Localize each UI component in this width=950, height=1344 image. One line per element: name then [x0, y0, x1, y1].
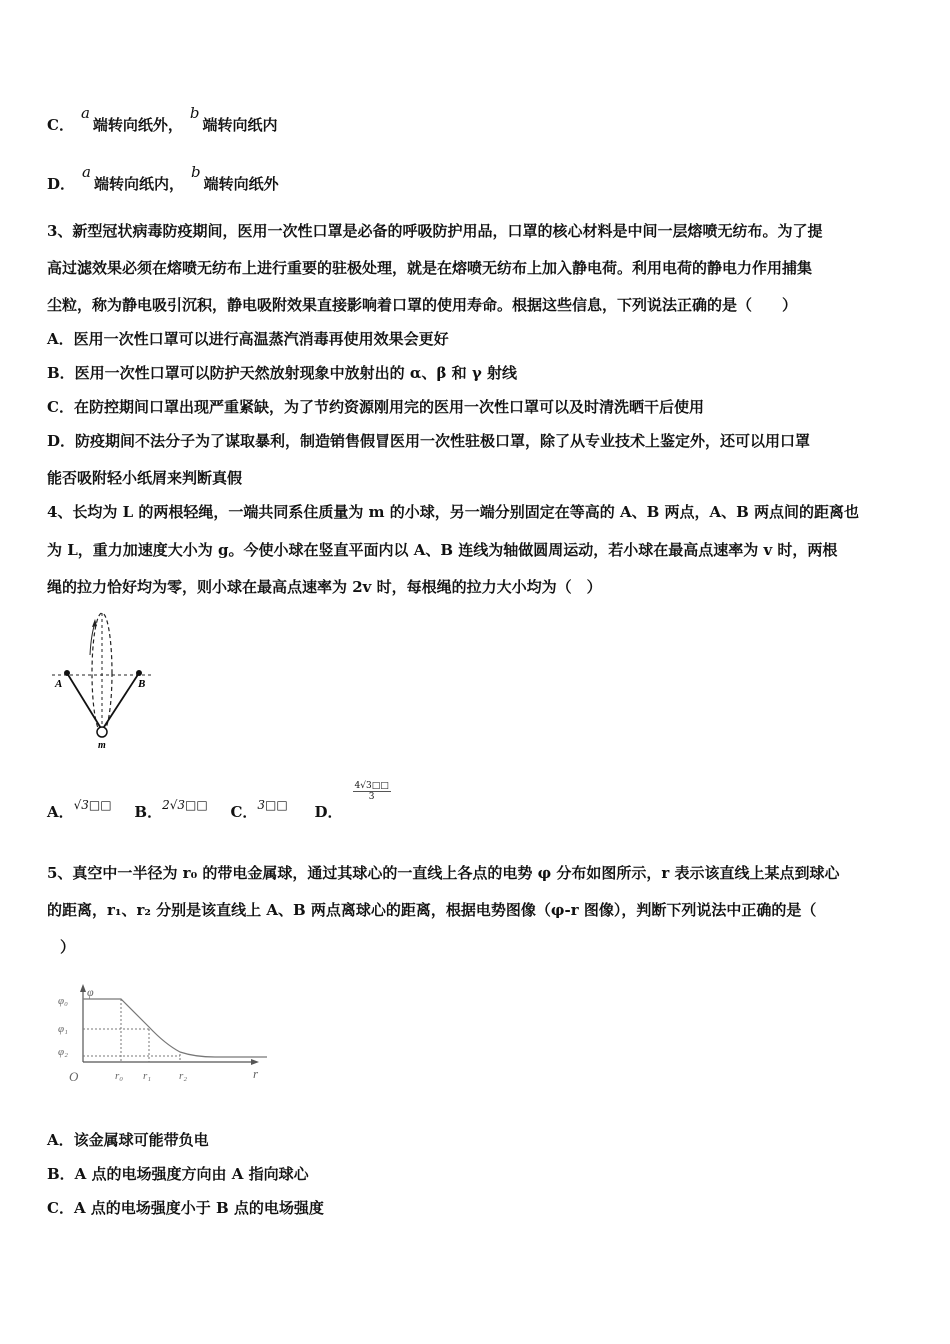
q4-stem-line: 为 L，重力加速度大小为 g。今使小球在竖直平面内以 A、B 连线为轴做圆周运动，若小球在最高点速率为 v 时，两根 [47, 541, 838, 559]
q3-option-c: C．在防控期间口罩出现严重紧缺，为了节约资源刚用完的医用一次性口罩可以及时清洗晒干后使用 [47, 398, 704, 416]
phi2-label: φ₂ [58, 1046, 68, 1058]
r0-label: r₀ [115, 1070, 124, 1082]
q3-stem-line: 3、新型冠状病毒防疫期间，医用一次性口罩是必备的呼吸防护用品，口罩的核心材料是中间一层熔喷无纺布。为了提 [47, 222, 823, 240]
q5-stem-line: ） [60, 938, 76, 956]
option-text: 端转向纸内 [202, 116, 278, 134]
point-b-label: B [138, 678, 146, 690]
q2-option-d [47, 163, 279, 193]
option-b-label: B． [134, 803, 163, 821]
option-d-fraction [353, 781, 391, 802]
q3-option-d: D．防疫期间不法分子为了谋取暴利，制造销售假冒医用一次性驻极口罩，除了从专业技术上鉴定外，还可以用口罩 [47, 432, 811, 450]
q5-phi-r-graph [55, 982, 280, 1084]
phi0-label: φ₀ [58, 995, 68, 1007]
point-a-label: A [55, 678, 63, 690]
mass-label: m [98, 740, 106, 750]
option-label: D． [47, 175, 76, 193]
r1-label: r₁ [143, 1070, 152, 1082]
q3-stem-line: 尘粒，称为静电吸引沉积，静电吸附效果直接影响着口罩的使用寿命。根据这些信息，下列说法正确的是（ ） [47, 296, 798, 314]
q5-option-b: B．A 点的电场强度方向由 A 指向球心 [47, 1165, 309, 1183]
fraction-numerator: 4√3□□ [354, 781, 389, 791]
option-text: 端转向纸外， [92, 116, 183, 134]
q5-option-c: C．A 点的电场强度小于 B 点的电场强度 [47, 1199, 324, 1217]
option-a-value: √3□□ [73, 798, 112, 812]
option-b-value: 2√3□□ [162, 798, 208, 812]
q4-figure [50, 605, 160, 750]
symbol-b: b [189, 104, 200, 122]
q3-stem-line: 高过滤效果必须在熔喷无纺布上进行重要的驻极处理，就是在熔喷无纺布上加入静电荷。利用电荷的静电力作用捕集 [47, 259, 813, 277]
option-label: C． [47, 116, 74, 134]
q3-option-d-cont: 能否吸附轻小纸屑来判断真假 [47, 469, 243, 487]
q5-stem-line: 5、真空中一半径为 r₀ 的带电金属球，通过其球心的一直线上各点的电势 φ 分布如图所示，r 表示该直线上某点到球心 [47, 864, 840, 882]
symbol-a: a [82, 163, 91, 181]
q4-options [47, 781, 391, 824]
phi1-label: φ₁ [58, 1023, 68, 1035]
q3-option-b: B．医用一次性口罩可以防护天然放射现象中放射出的 α、β 和 γ 射线 [47, 364, 517, 382]
origin-label: O [69, 1069, 79, 1084]
fraction-denominator: 3 [368, 792, 375, 802]
q4-stem-line: 4、长均为 L 的两根轻绳，一端共同系住质量为 m 的小球，另一端分别固定在等高的 A、B 两点，A、B 两点间的距离也 [47, 503, 860, 521]
option-c-value: 3□□ [257, 798, 288, 812]
q5-option-a: A．该金属球可能带负电 [47, 1131, 209, 1149]
r-axis-label: r [253, 1066, 259, 1081]
q3-option-a: A．医用一次性口罩可以进行高温蒸汽消毒再使用效果会更好 [47, 330, 449, 348]
option-text: 端转向纸外 [203, 175, 279, 193]
option-text: 端转向纸内， [93, 175, 184, 193]
q5-stem-line: 的距离，r₁、r₂ 分别是该直线上 A、B 两点离球心的距离，根据电势图像（φ-r 图像），判断下列说法中正确的是（ [47, 901, 817, 919]
q4-stem-line: 绳的拉力恰好均为零，则小球在最高点速率为 2v 时，每根绳的拉力大小均为（ ） [47, 578, 602, 596]
option-d-label: D． [314, 803, 343, 821]
phi-axis-label: φ [87, 985, 94, 999]
option-c-label: C． [230, 803, 258, 821]
q2-option-c [47, 104, 278, 134]
symbol-a: a [80, 104, 90, 122]
option-a-label: A． [47, 803, 74, 821]
symbol-b: b [190, 163, 201, 181]
r2-label: r₂ [179, 1070, 188, 1082]
